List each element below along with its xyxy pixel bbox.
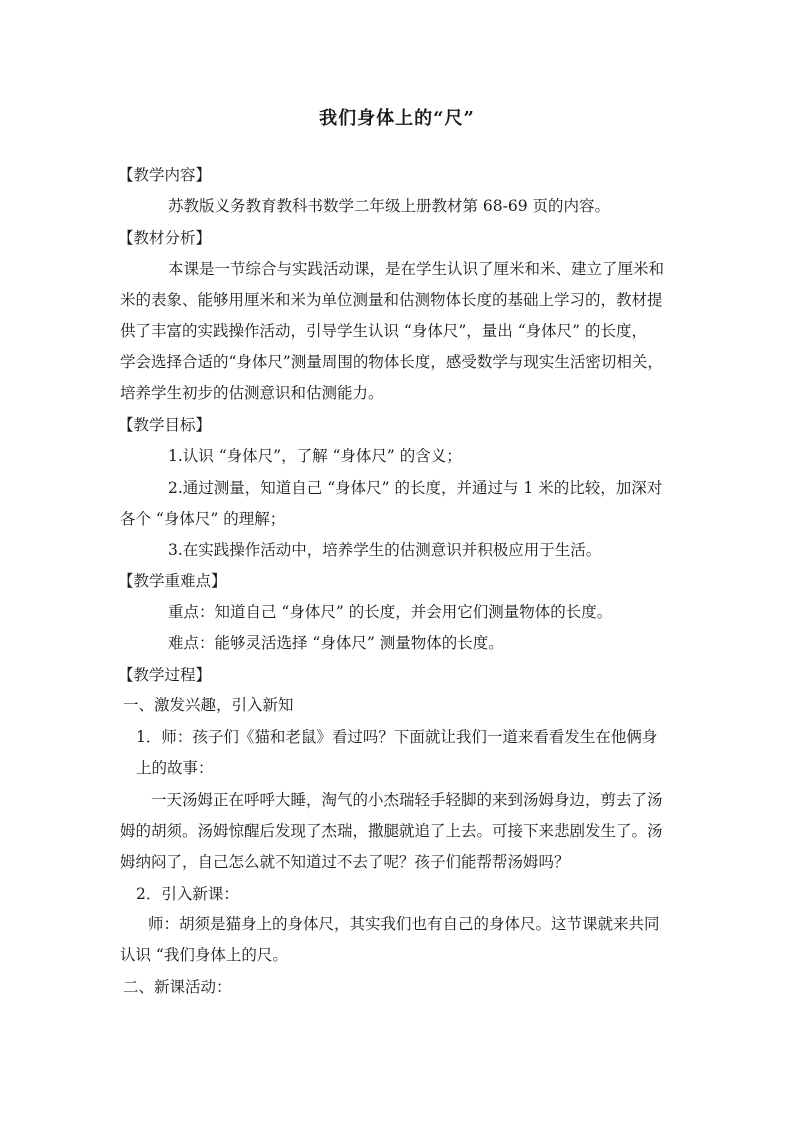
difficult-point: 难点：能够灵活选择 “身体尺” 测量物体的长度。 — [168, 634, 504, 652]
goal-item: 3.在实践操作活动中，培养学生的估测意识并积极应用于生活。 — [168, 541, 602, 559]
intro-line: 认识 “我们身体上的尺。 — [120, 946, 288, 964]
paragraph-line: 学会选择合适的“身体尺”测量周围的物体长度，感受数学与现实生活密切相关， — [120, 353, 663, 371]
paragraph-line: 米的表象、能够用厘米和米为单位测量和估测物体长度的基础上学习的，教材提 — [120, 291, 663, 309]
process-item-continued: 上的故事： — [136, 759, 214, 777]
paragraph-line: 苏教版义务教育教科书数学二年级上册教材第 68-69 页的内容。 — [168, 197, 611, 215]
paragraph-line: 供了丰富的实践操作活动，引导学生认识 “身体尺”，量出 “身体尺” 的长度， — [120, 322, 647, 340]
goal-item: 2.通过测量，知道自己 “身体尺” 的长度，并通过与 1 米的比较，加深对 — [168, 479, 663, 497]
heading-teaching-process: 【教学过程】 — [118, 666, 212, 684]
story-line: 姆纳闷了，自己怎么就不知道过不去了呢？孩子们能帮帮汤姆吗？ — [120, 853, 570, 871]
process-item: 1．师：孩子们《猫和老鼠》看过吗？下面就让我们一道来看看发生在他俩身 — [136, 728, 658, 746]
heading-teaching-content: 【教学内容】 — [118, 166, 212, 184]
heading-teaching-goals: 【教学目标】 — [118, 416, 212, 434]
heading-material-analysis: 【教材分析】 — [118, 229, 212, 247]
story-line: 姆的胡须。汤姆惊醒后发现了杰瑞，撒腿就追了上去。可接下来悲剧发生了。汤 — [120, 822, 663, 840]
heading-key-difficult-points: 【教学重难点】 — [118, 572, 227, 590]
section-heading-2: 二、新课活动： — [123, 978, 232, 996]
story-line: 一天汤姆正在呼呼大睡，淘气的小杰瑞轻手轻脚的来到汤姆身边，剪去了汤 — [151, 791, 663, 809]
process-item: 2．引入新课： — [136, 885, 239, 903]
paragraph-line: 本课是一节综合与实践活动课，是在学生认识了厘米和米、建立了厘米和 — [168, 260, 665, 278]
intro-line: 师：胡须是猫身上的身体尺，其实我们也有自己的身体尺。这节课就来共同 — [148, 915, 660, 933]
document-title: 我们身体上的“尺” — [319, 108, 475, 129]
paragraph-line: 培养学生初步的估测意识和估测能力。 — [120, 384, 384, 402]
goal-item: 1.认识 “身体尺”，了解 “身体尺” 的含义； — [168, 447, 462, 465]
goal-item-continued: 各个 “身体尺” 的理解； — [120, 510, 286, 528]
section-heading-1: 一、激发兴趣，引入新知 — [123, 696, 294, 714]
key-point: 重点：知道自己 “身体尺” 的长度，并会用它们测量物体的长度。 — [168, 603, 613, 621]
